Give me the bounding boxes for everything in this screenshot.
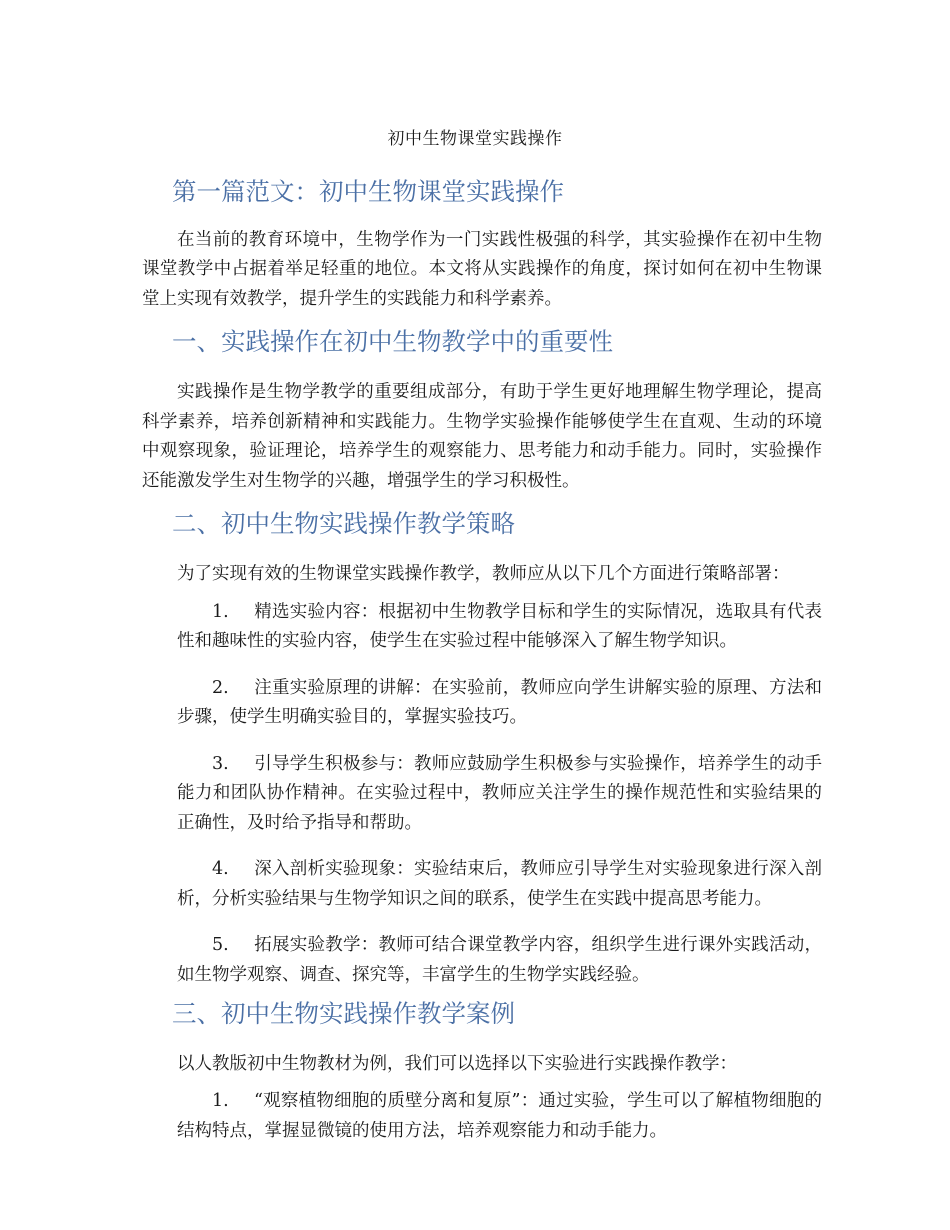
list-item-number: 1. [212, 601, 229, 622]
list-item-text: 深入剖析实验现象：实验结束后，教师应引导学生对实验现象进行深入剖析，分析实验结果与生物学知识之间的联系，使学生在实践中提高思考能力。 [177, 859, 822, 909]
list-item [142, 855, 822, 914]
intro-paragraph: 在当前的教育环境中，生物学作为一门实践性极强的科学，其实验操作在初中生物课堂教学中占据着举足轻重的地位。本文将从实践操作的角度，探讨如何在初中生物课堂上实现有效教学，提升学生的实践能力和科学素养。 [142, 229, 822, 309]
list-item [142, 674, 822, 733]
list-item-text: 精选实验内容：根据初中生物教学目标和学生的实际情况，选取具有代表性和趣味性的实验内容，使学生在实验过程中能够深入了解生物学知识。 [177, 601, 822, 652]
list-item-text: 拓展实验教学：教师可结合课堂教学内容，组织学生进行课外实践活动，如生物学观察、调查、探究等，丰富学生的生物学实践经验。 [177, 935, 822, 985]
case-list [142, 1087, 822, 1146]
list-item-number: 2. [212, 677, 229, 698]
document-body [142, 176, 822, 1163]
article-title: 第一篇范文：初中生物课堂实践操作 [172, 177, 564, 206]
list-item [142, 1087, 822, 1146]
list-item-text: 引导学生积极参与：教师应鼓励学生积极参与实验操作，培养学生的动手能力和团队协作精神。在实验过程中，教师应关注学生的操作规范性和实验结果的正确性，及时给予指导和帮助。 [177, 753, 822, 833]
list-item-number: 3. [212, 753, 229, 774]
section-1-paragraph: 实践操作是生物学教学的重要组成部分，有助于学生更好地理解生物学理论，提高科学素养，培养创新精神和实践能力。生物学实验操作能够使学生在直观、生动的环境中观察现象，验证理论，培养学生的观察能力、思考能力和动手能力。同时，实验操作还能激发学生对生物学的兴趣，增强学生的学习积极性。 [142, 382, 822, 491]
list-item-number: 4. [212, 859, 229, 880]
list-item-text: “观察植物细胞的质壁分离和复原”：通过实验，学生可以了解植物细胞的结构特点，掌握显微镜的使用方法，培养观察能力和动手能力。 [177, 1091, 822, 1141]
document-title: 初中生物课堂实践操作 [387, 129, 563, 149]
section-3-intro: 以人教版初中生物教材为例，我们可以选择以下实验进行实践操作教学： [177, 1053, 737, 1074]
section-heading-3: 三、初中生物实践操作教学案例 [172, 999, 515, 1029]
list-item [142, 598, 822, 657]
section-heading-1: 一、实践操作在初中生物教学中的重要性 [172, 327, 613, 357]
list-item-number: 1. [212, 1091, 229, 1112]
section-2-intro: 为了实现有效的生物课堂实践操作教学，教师应从以下几个方面进行策略部署： [177, 564, 790, 585]
section-heading-2: 二、初中生物实践操作教学策略 [172, 509, 515, 539]
list-item [142, 750, 822, 839]
strategy-list [142, 598, 822, 991]
list-item [142, 931, 822, 990]
list-item-text: 注重实验原理的讲解：在实验前，教师应向学生讲解实验的原理、方法和步骤，使学生明确实验目的，掌握实验技巧。 [177, 677, 822, 728]
list-item-number: 5. [212, 935, 229, 956]
